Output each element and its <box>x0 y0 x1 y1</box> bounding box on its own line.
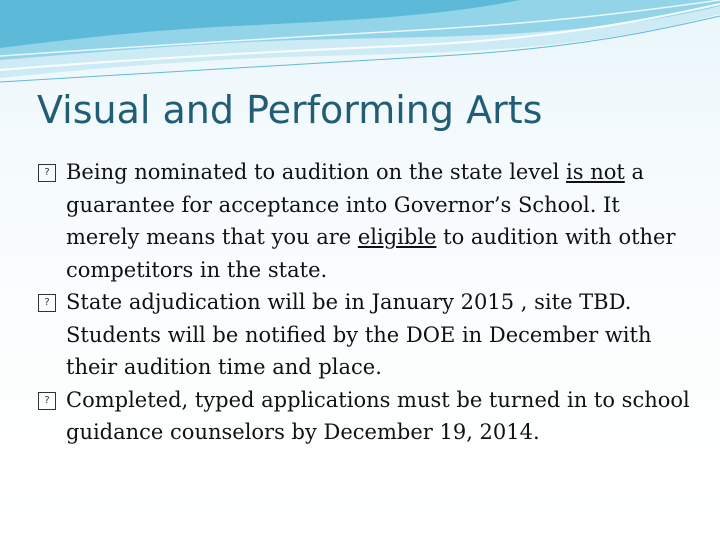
bullet-marker-icon: ? <box>38 164 56 182</box>
decorative-wave-banner <box>0 0 720 95</box>
bullet-item-applications <box>38 384 698 449</box>
bullet-item-adjudication <box>38 286 698 384</box>
bullet-text: to audition with other competitors in the state. <box>66 225 676 282</box>
underlined-text: eligible <box>357 225 437 249</box>
bullet-marker-icon: ? <box>38 294 56 312</box>
bullet-text: Being nominated to audition on the state level <box>66 160 567 184</box>
bullet-text: State adjudication will be in January 2015 , site TBD. Students will be notified by the DOE in December with their audition time and place. <box>66 290 652 379</box>
slide-title: Visual and Performing Arts <box>37 88 543 132</box>
slide-body <box>38 156 698 449</box>
bullet-item-nomination <box>38 156 698 286</box>
bullet-text: a guarantee for acceptance into Governor’s School. It merely means that you are <box>66 160 645 249</box>
bullet-marker-icon: ? <box>38 392 56 410</box>
bullet-text: Completed, typed applications must be turned in to school guidance counselors by December 19, 2014. <box>66 387 690 444</box>
underlined-text: is not <box>566 160 625 184</box>
